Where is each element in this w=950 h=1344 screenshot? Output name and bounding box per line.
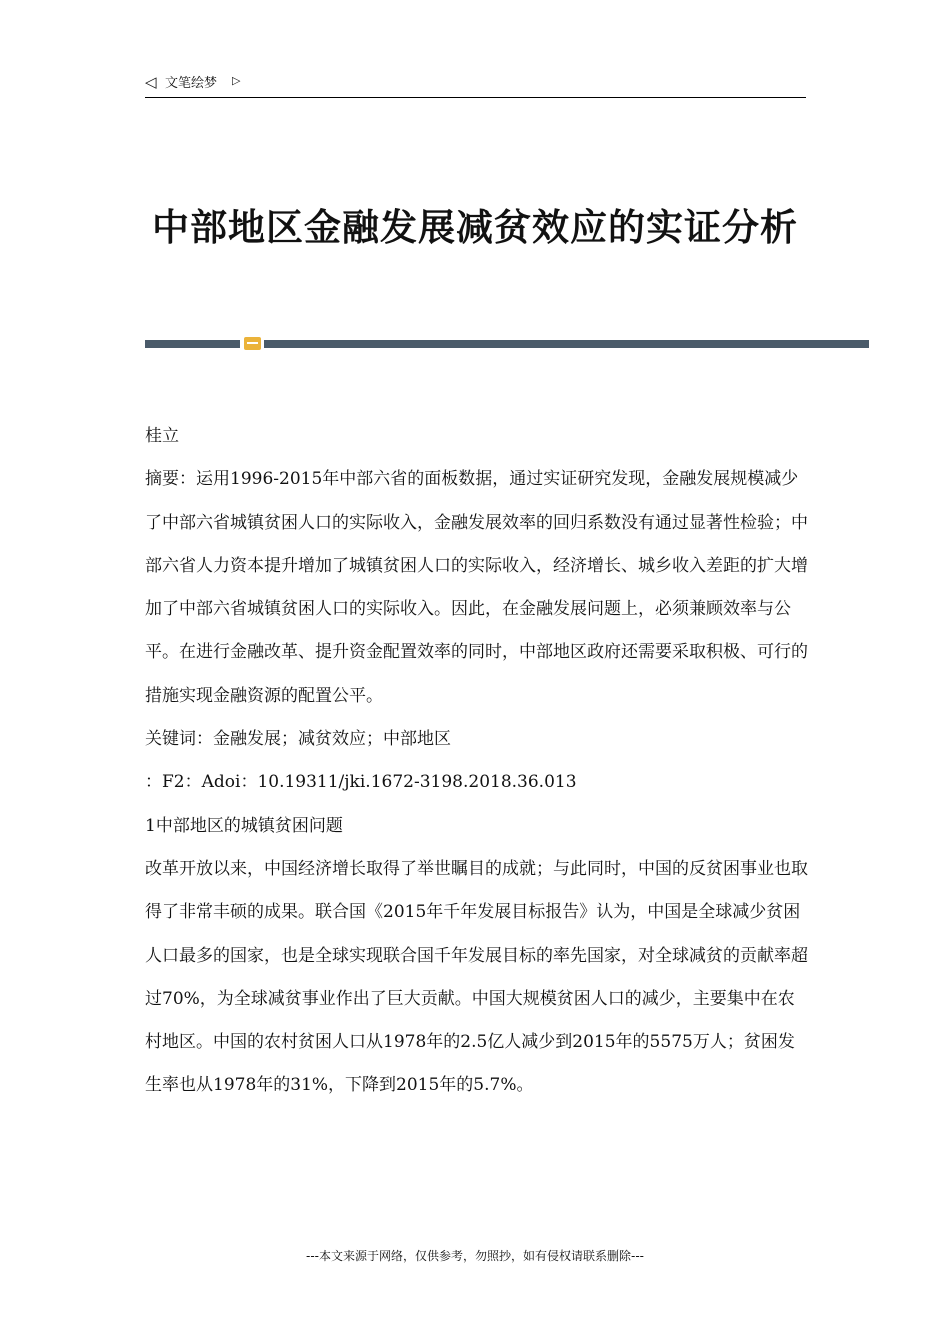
right-triangle-icon: ▷ [232,74,241,87]
classification-doi: ：F2：Adoi：10.19311/jki.1672-3198.2018.36.013 [145,772,577,793]
keywords: 关键词：金融发展；减贫效应；中部地区 [145,729,451,750]
header-rule [145,97,806,98]
document-body [145,415,810,1108]
left-triangle-icon: ◁ [145,73,157,91]
abstract: 摘要：运用1996-2015年中部六省的面板数据，通过实证研究发现，金融发展规模减少了中部六省城镇贫困人口的实际收入，金融发展效率的回归系数没有通过显著性检验；中部六省人力资本提升增加了城镇贫困人口的实际收入，经济增长、城乡收入差距的扩大增加了中部六省城镇贫困人口的实际收入。因此，在金融发展问题上，必须兼顾效率与公平。在进行金融改革、提升资金配置效率的同时，中部地区政府还需要采取积极、可行的措施实现金融资源的配置公平。 [145,469,808,706]
footer-notice: ---本文来源于网络，仅供参考，勿照抄，如有侵权请联系删除--- [306,1249,644,1263]
title-divider-left [145,340,240,348]
header-brand: 文笔绘梦 [165,76,218,91]
paragraph: 改革开放以来，中国经济增长取得了举世瞩目的成就；与此同时，中国的反贫困事业也取得了非常丰硕的成果。联合国《2015年千年发展目标报告》认为，中国是全球减少贫困人口最多的国家，也是全球实现联合国千年发展目标的率先国家，对全球减贫的贡献率超过70%，为全球减贫事业作出了巨大贡献。中国大规模贫困人口的减少，主要集中在农村地区。中国的农村贫困人口从1978年的2.5亿人减少到2015年的5575万人；贫困发生率也从1978年的31%，下降到2015年的5.7%。 [145,858,808,1096]
section-heading: 1中部地区的城镇贫困问题 [145,815,343,836]
document-title: 中部地区金融发展减贫效应的实证分析 [152,206,798,249]
title-divider-right [264,340,869,348]
page-header [145,72,805,98]
author: 桂立 [145,426,179,446]
divider-badge-icon [244,337,261,350]
